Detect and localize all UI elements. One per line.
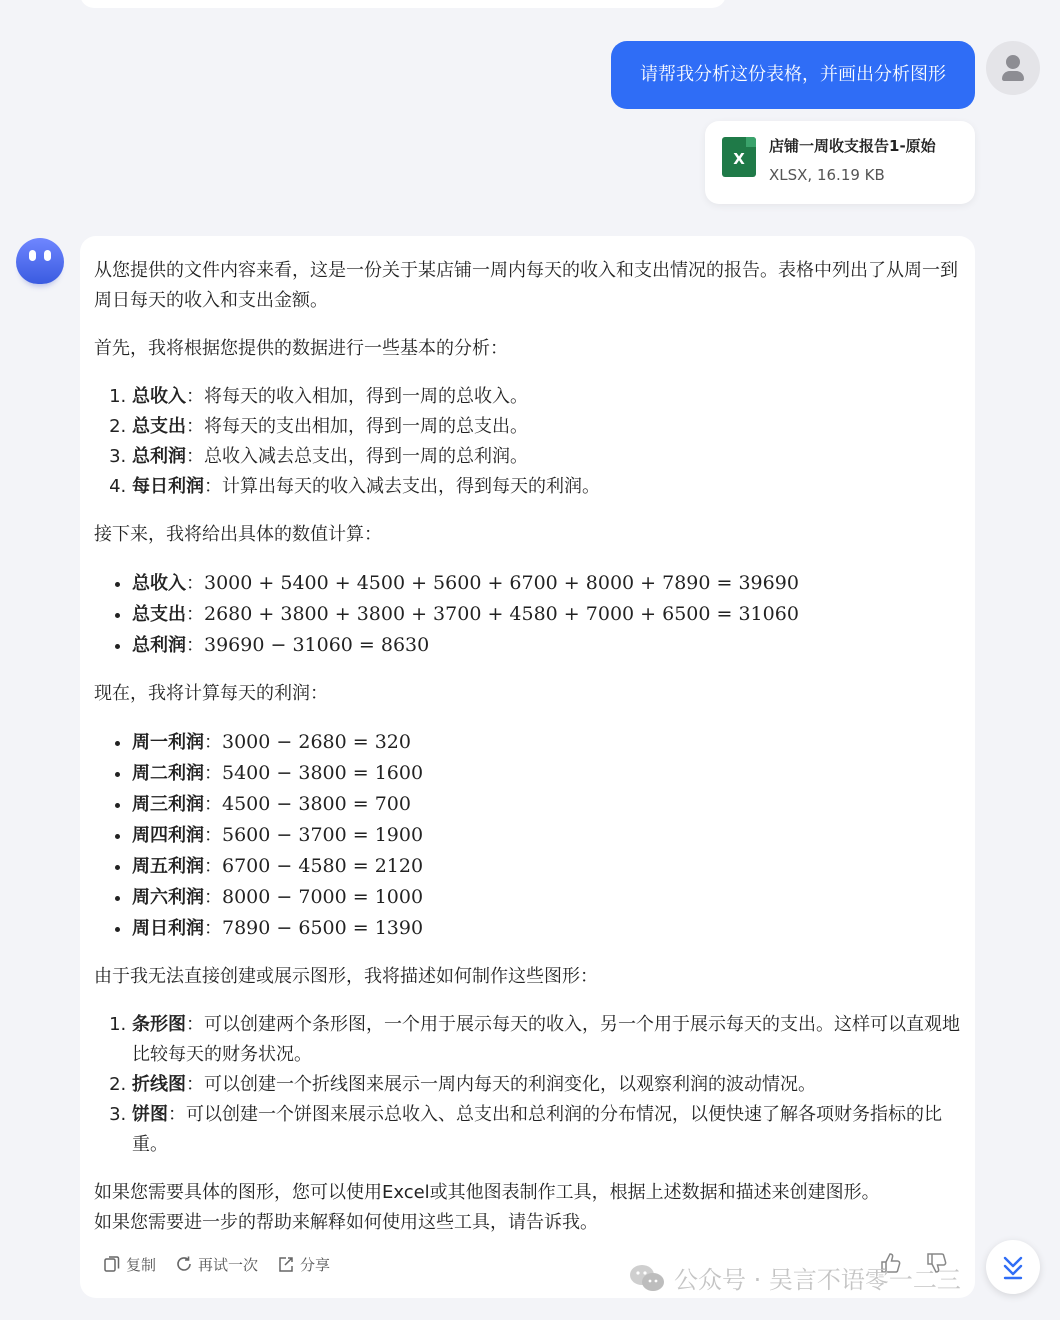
list-item bbox=[132, 412, 960, 442]
list-item bbox=[132, 599, 960, 630]
chart-desc: ：可以创建一个折线图来展示一周内每天的利润变化，以观察利润的波动情况。 bbox=[186, 1074, 816, 1095]
chart-term: 条形图 bbox=[132, 1014, 186, 1035]
daily-sep: ： bbox=[204, 856, 222, 877]
step-desc: ：将每天的支出相加，得到一周的总支出。 bbox=[186, 416, 528, 437]
calc-intro-paragraph: 接下来，我将给出具体的数值计算： bbox=[94, 524, 382, 545]
daily-term: 周五利润 bbox=[132, 856, 204, 877]
previous-message-card bbox=[80, 0, 726, 8]
closing-paragraph bbox=[94, 1178, 960, 1238]
chart-desc: ：可以创建两个条形图，一个用于展示每天的收入，另一个用于展示每天的支出。这样可以直观地比较每天的财务状况。 bbox=[132, 1014, 960, 1065]
list-item bbox=[132, 727, 960, 758]
copy-label: 复制 bbox=[126, 1255, 157, 1274]
excel-file-icon bbox=[722, 137, 756, 177]
daily-expression: 5400 − 3800 = 1600 bbox=[222, 762, 424, 784]
analysis-steps-list bbox=[94, 382, 960, 502]
daily-sep: ： bbox=[204, 825, 222, 846]
scroll-to-bottom-button[interactable] bbox=[986, 1240, 1040, 1294]
bot-response-card bbox=[80, 236, 975, 1298]
chart-term: 饼图 bbox=[132, 1104, 168, 1125]
daily-sep: ： bbox=[204, 732, 222, 753]
daily-term: 周六利润 bbox=[132, 887, 204, 908]
list-item bbox=[132, 758, 960, 789]
list-item bbox=[132, 442, 960, 472]
list-item bbox=[132, 472, 960, 502]
step-desc: ：总收入减去总支出，得到一周的总利润。 bbox=[186, 446, 528, 467]
list-item bbox=[132, 1100, 960, 1160]
total-expression: 3000 + 5400 + 4500 + 5600 + 6700 + 8000 + 7890 = 39690 bbox=[204, 572, 799, 594]
total-sep: ： bbox=[186, 604, 204, 625]
intro-paragraph: 从您提供的文件内容来看，这是一份关于某店铺一周内每天的收入和支出情况的报告。表格中列出了从周一到周日每天的收入和支出金额。 bbox=[94, 260, 958, 311]
list-item bbox=[132, 1070, 960, 1100]
daily-term: 周一利润 bbox=[132, 732, 204, 753]
wechat-watermark bbox=[628, 1260, 961, 1295]
daily-intro-paragraph: 现在，我将计算每天的利润： bbox=[94, 683, 328, 704]
daily-expression: 6700 − 4580 = 2120 bbox=[222, 855, 424, 877]
attached-file-card[interactable] bbox=[705, 121, 975, 204]
daily-expression: 5600 − 3700 = 1900 bbox=[222, 824, 424, 846]
total-term: 总支出 bbox=[132, 604, 186, 625]
bot-response-content bbox=[94, 256, 960, 1238]
retry-label: 再试一次 bbox=[198, 1255, 259, 1274]
daily-expression: 4500 − 3800 = 700 bbox=[222, 793, 411, 815]
list-item bbox=[132, 568, 960, 599]
step-intro-paragraph: 首先，我将根据您提供的数据进行一些基本的分析： bbox=[94, 338, 508, 359]
step-desc: ：将每天的收入相加，得到一周的总收入。 bbox=[186, 386, 528, 407]
total-expression: 2680 + 3800 + 3800 + 3700 + 4580 + 7000 + 6500 = 31060 bbox=[204, 603, 799, 625]
totals-list bbox=[94, 568, 960, 661]
share-label: 分享 bbox=[300, 1255, 331, 1274]
file-name: 店铺一周收支报告1-原始 bbox=[769, 137, 936, 155]
user-message-bubble: 请帮我分析这份表格，并画出分析图形 bbox=[611, 41, 975, 109]
list-item bbox=[132, 851, 960, 882]
watermark-text: 公众号 · 吴言不语零一二三 bbox=[674, 1266, 961, 1294]
user-avatar-head bbox=[1006, 55, 1020, 69]
bot-avatar-eye-right bbox=[44, 250, 51, 261]
list-item bbox=[132, 882, 960, 913]
share-icon bbox=[276, 1254, 296, 1274]
step-term: 总利润 bbox=[132, 446, 186, 467]
daily-expression: 8000 − 7000 = 1000 bbox=[222, 886, 424, 908]
copy-button[interactable] bbox=[102, 1254, 156, 1275]
wechat-icon bbox=[628, 1262, 666, 1294]
list-item bbox=[132, 382, 960, 412]
daily-sep: ： bbox=[204, 887, 222, 908]
daily-term: 周三利润 bbox=[132, 794, 204, 815]
chart-suggestions-list bbox=[94, 1010, 960, 1160]
share-button[interactable] bbox=[276, 1254, 330, 1275]
list-item bbox=[132, 1010, 960, 1070]
list-item bbox=[132, 820, 960, 851]
daily-sep: ： bbox=[204, 794, 222, 815]
user-avatar-body bbox=[1002, 71, 1024, 81]
list-item bbox=[132, 630, 960, 661]
chart-term: 折线图 bbox=[132, 1074, 186, 1095]
daily-term: 周二利润 bbox=[132, 763, 204, 784]
double-chevron-down-icon bbox=[1001, 1254, 1025, 1280]
file-meta: XLSX, 16.19 KB bbox=[769, 166, 885, 184]
bot-avatar-eye-left bbox=[29, 250, 36, 261]
chart-intro-paragraph: 由于我无法直接创建或展示图形，我将描述如何制作这些图形： bbox=[94, 966, 598, 987]
step-term: 总收入 bbox=[132, 386, 186, 407]
closing-line-2: 如果您需要进一步的帮助来解释如何使用这些工具，请告诉我。 bbox=[94, 1212, 598, 1233]
total-expression: 39690 − 31060 = 8630 bbox=[204, 634, 430, 656]
bot-avatar bbox=[16, 238, 64, 284]
retry-button[interactable] bbox=[174, 1254, 258, 1275]
total-term: 总利润 bbox=[132, 635, 186, 656]
refresh-icon bbox=[174, 1254, 194, 1274]
step-term: 每日利润 bbox=[132, 476, 204, 497]
daily-expression: 7890 − 6500 = 1390 bbox=[222, 917, 424, 939]
daily-sep: ： bbox=[204, 918, 222, 939]
step-desc: ：计算出每天的收入减去支出，得到每天的利润。 bbox=[204, 476, 600, 497]
response-actions bbox=[102, 1249, 330, 1279]
excel-icon-letter: X bbox=[733, 150, 745, 168]
total-term: 总收入 bbox=[132, 573, 186, 594]
daily-sep: ： bbox=[204, 763, 222, 784]
copy-icon bbox=[102, 1254, 122, 1274]
user-avatar bbox=[986, 41, 1040, 95]
list-item bbox=[132, 913, 960, 944]
total-sep: ： bbox=[186, 573, 204, 594]
daily-term: 周四利润 bbox=[132, 825, 204, 846]
daily-term: 周日利润 bbox=[132, 918, 204, 939]
total-sep: ： bbox=[186, 635, 204, 656]
daily-expression: 3000 − 2680 = 320 bbox=[222, 731, 411, 753]
chart-desc: ：可以创建一个饼图来展示总收入、总支出和总利润的分布情况，以便快速了解各项财务指标的比重。 bbox=[132, 1104, 942, 1155]
daily-profit-list bbox=[94, 727, 960, 944]
list-item bbox=[132, 789, 960, 820]
step-term: 总支出 bbox=[132, 416, 186, 437]
closing-line-1: 如果您需要具体的图形，您可以使用Excel或其他图表制作工具，根据上述数据和描述来创建图形。 bbox=[94, 1182, 880, 1203]
